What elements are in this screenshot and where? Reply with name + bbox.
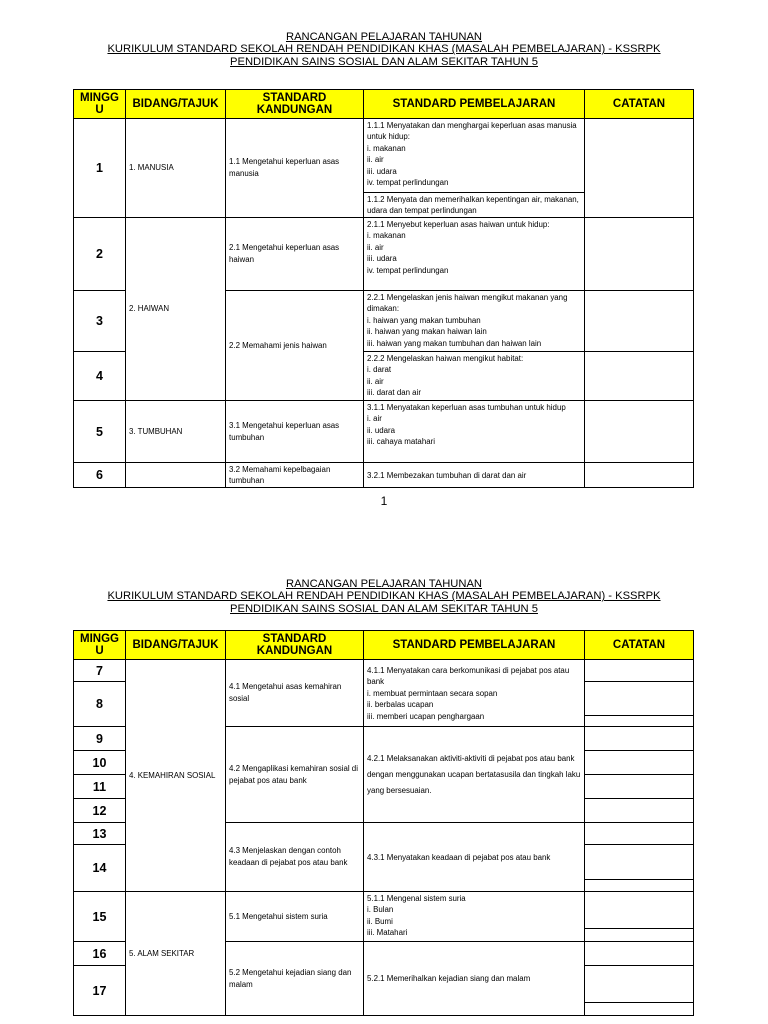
doc-title: RANCANGAN PELAJARAN TAHUNAN <box>285 578 483 590</box>
col-header-sp: STANDARD PEMBELAJARAN <box>364 90 585 119</box>
catatan-cell <box>585 775 694 799</box>
doc-subtitle: KURIKULUM STANDARD SEKOLAH RENDAH PENDIDIKAN KHAS (MASALAH PEMBELAJARAN) - KSSRPK <box>107 590 661 603</box>
doc-subtitle: KURIKULUM STANDARD SEKOLAH RENDAH PENDIDIKAN KHAS (MASALAH PEMBELAJARAN) - KSSRPK <box>107 43 661 56</box>
sp-cell: 1.1.2 Menyata dan memerihalkan kepentingan air, makanan, udara dan tempat perlindungan <box>364 193 585 218</box>
catatan-cell <box>585 966 694 1016</box>
week-cell: 4 <box>74 352 126 401</box>
page2-header <box>0 578 768 615</box>
col-header-bidang: BIDANG/TAJUK <box>126 631 226 660</box>
week-cell: 8 <box>74 682 126 727</box>
week-cell: 12 <box>74 799 126 823</box>
catatan-cell <box>585 823 694 845</box>
sk-cell: 2.1 Mengetahui keperluan asas haiwan <box>226 218 364 291</box>
bidang-cell: 4. KEMAHIRAN SOSIAL <box>126 660 226 892</box>
catatan-cell <box>585 401 694 463</box>
bidang-cell: 5. ALAM SEKITAR <box>126 892 226 1016</box>
table-row <box>74 892 694 942</box>
sp-cell: 2.2.1 Mengelaskan jenis haiwan mengikut makanan yang dimakan: i. haiwan yang makan tumbuhan ii. haiwan yang makan haiwan lain iii. haiwan yang makan tumbuhan dan haiwan lain <box>364 291 585 352</box>
doc-subject: PENDIDIKAN SAINS SOSIAL DAN ALAM SEKITAR TAHUN 5 <box>230 55 538 68</box>
week-cell: 17 <box>74 966 126 1016</box>
col-header-minggu: MINGG U <box>74 90 126 119</box>
page1-header <box>0 31 768 68</box>
col-header-sk: STANDARD KANDUNGAN <box>226 631 364 660</box>
sp-cell: 3.1.1 Menyatakan keperluan asas tumbuhan untuk hidup i. air ii. udara iii. cahaya matahari <box>364 401 585 463</box>
catatan-cell <box>585 682 694 727</box>
col-header-sk: STANDARD KANDUNGAN <box>226 90 364 119</box>
sk-cell: 4.3 Menjelaskan dengan contoh keadaan di pejabat pos atau bank <box>226 823 364 892</box>
table-header-row <box>74 631 694 660</box>
catatan-cell <box>585 799 694 823</box>
week-cell: 3 <box>74 291 126 352</box>
sp-cell: 4.2.1 Melaksanakan aktiviti-aktiviti di pejabat pos atau bank dengan menggunakan ucapan bertatasusila dan tingkah laku yang bersesuaian. <box>364 727 585 823</box>
catatan-cell <box>585 942 694 966</box>
week-cell: 9 <box>74 727 126 751</box>
plan-table-page2 <box>73 630 694 1016</box>
sp-cell: 2.2.2 Mengelaskan haiwan mengikut habitat: i. darat ii. air iii. darat dan air <box>364 352 585 401</box>
catatan-cell <box>585 352 694 401</box>
week-cell: 14 <box>74 845 126 892</box>
sk-cell: 3.1 Mengetahui keperluan asas tumbuhan <box>226 401 364 463</box>
col-header-bidang: BIDANG/TAJUK <box>126 90 226 119</box>
week-cell: 1 <box>74 119 126 218</box>
sk-cell: 3.2 Memahami kepelbagaian tumbuhan <box>226 463 364 488</box>
col-header-minggu: MINGG U <box>74 631 126 660</box>
catatan-cell <box>585 892 694 942</box>
catatan-cell <box>585 845 694 892</box>
col-header-sp: STANDARD PEMBELAJARAN <box>364 631 585 660</box>
week-cell: 16 <box>74 942 126 966</box>
col-header-catatan: CATATAN <box>585 90 694 119</box>
bidang-cell <box>126 463 226 488</box>
sp-cell: 2.1.1 Menyebut keperluan asas haiwan untuk hidup: i. makanan ii. air iii. udara iv. tempat perlindungan <box>364 218 585 291</box>
sp-cell: 4.3.1 Menyatakan keadaan di pejabat pos atau bank <box>364 823 585 892</box>
catatan-cell <box>585 119 694 218</box>
sp-cell: 5.1.1 Mengenal sistem suria i. Bulan ii. Bumi iii. Matahari <box>364 892 585 942</box>
catatan-cell <box>585 751 694 775</box>
sk-cell: 5.2 Mengetahui kejadian siang dan malam <box>226 942 364 1016</box>
doc-subject: PENDIDIKAN SAINS SOSIAL DAN ALAM SEKITAR TAHUN 5 <box>230 602 538 615</box>
week-cell: 7 <box>74 660 126 682</box>
sp-cell: 1.1.1 Menyatakan dan menghargai keperluan asas manusia untuk hidup: i. makanan ii. air iii. udara iv. tempat perlindungan <box>364 119 585 193</box>
sk-cell: 4.2 Mengaplikasi kemahiran sosial di pejabat pos atau bank <box>226 727 364 823</box>
catatan-cell <box>585 463 694 488</box>
table-row <box>74 463 694 488</box>
week-cell: 15 <box>74 892 126 942</box>
sp-cell: 5.2.1 Memerihalkan kejadian siang dan malam <box>364 942 585 1016</box>
page-number: 1 <box>380 494 388 508</box>
sp-cell: 3.2.1 Membezakan tumbuhan di darat dan air <box>364 463 585 488</box>
week-cell: 13 <box>74 823 126 845</box>
bidang-cell: 3. TUMBUHAN <box>126 401 226 463</box>
week-cell: 11 <box>74 775 126 799</box>
sk-cell: 2.2 Memahami jenis haiwan <box>226 291 364 401</box>
table-row <box>74 218 694 291</box>
doc-title: RANCANGAN PELAJARAN TAHUNAN <box>285 31 483 43</box>
week-cell: 5 <box>74 401 126 463</box>
table-row <box>74 119 694 193</box>
week-cell: 6 <box>74 463 126 488</box>
catatan-cell <box>585 660 694 682</box>
sk-cell: 4.1 Mengetahui asas kemahiran sosial <box>226 660 364 727</box>
catatan-cell <box>585 727 694 751</box>
table-row <box>74 660 694 682</box>
sk-cell: 1.1 Mengetahui keperluan asas manusia <box>226 119 364 218</box>
col-header-catatan: CATATAN <box>585 631 694 660</box>
catatan-cell <box>585 291 694 352</box>
table-header-row <box>74 90 694 119</box>
week-cell: 2 <box>74 218 126 291</box>
week-cell: 10 <box>74 751 126 775</box>
bidang-cell: 2. HAIWAN <box>126 218 226 401</box>
bidang-cell: 1. MANUSIA <box>126 119 226 218</box>
catatan-cell <box>585 218 694 291</box>
sk-cell: 5.1 Mengetahui sistem suria <box>226 892 364 942</box>
plan-table-page1 <box>73 89 694 488</box>
sp-cell: 4.1.1 Menyatakan cara berkomunikasi di pejabat pos atau bank i. membuat permintaan secara sopan ii. berbalas ucapan iii. memberi ucapan penghargaan <box>364 660 585 727</box>
table-row <box>74 401 694 463</box>
